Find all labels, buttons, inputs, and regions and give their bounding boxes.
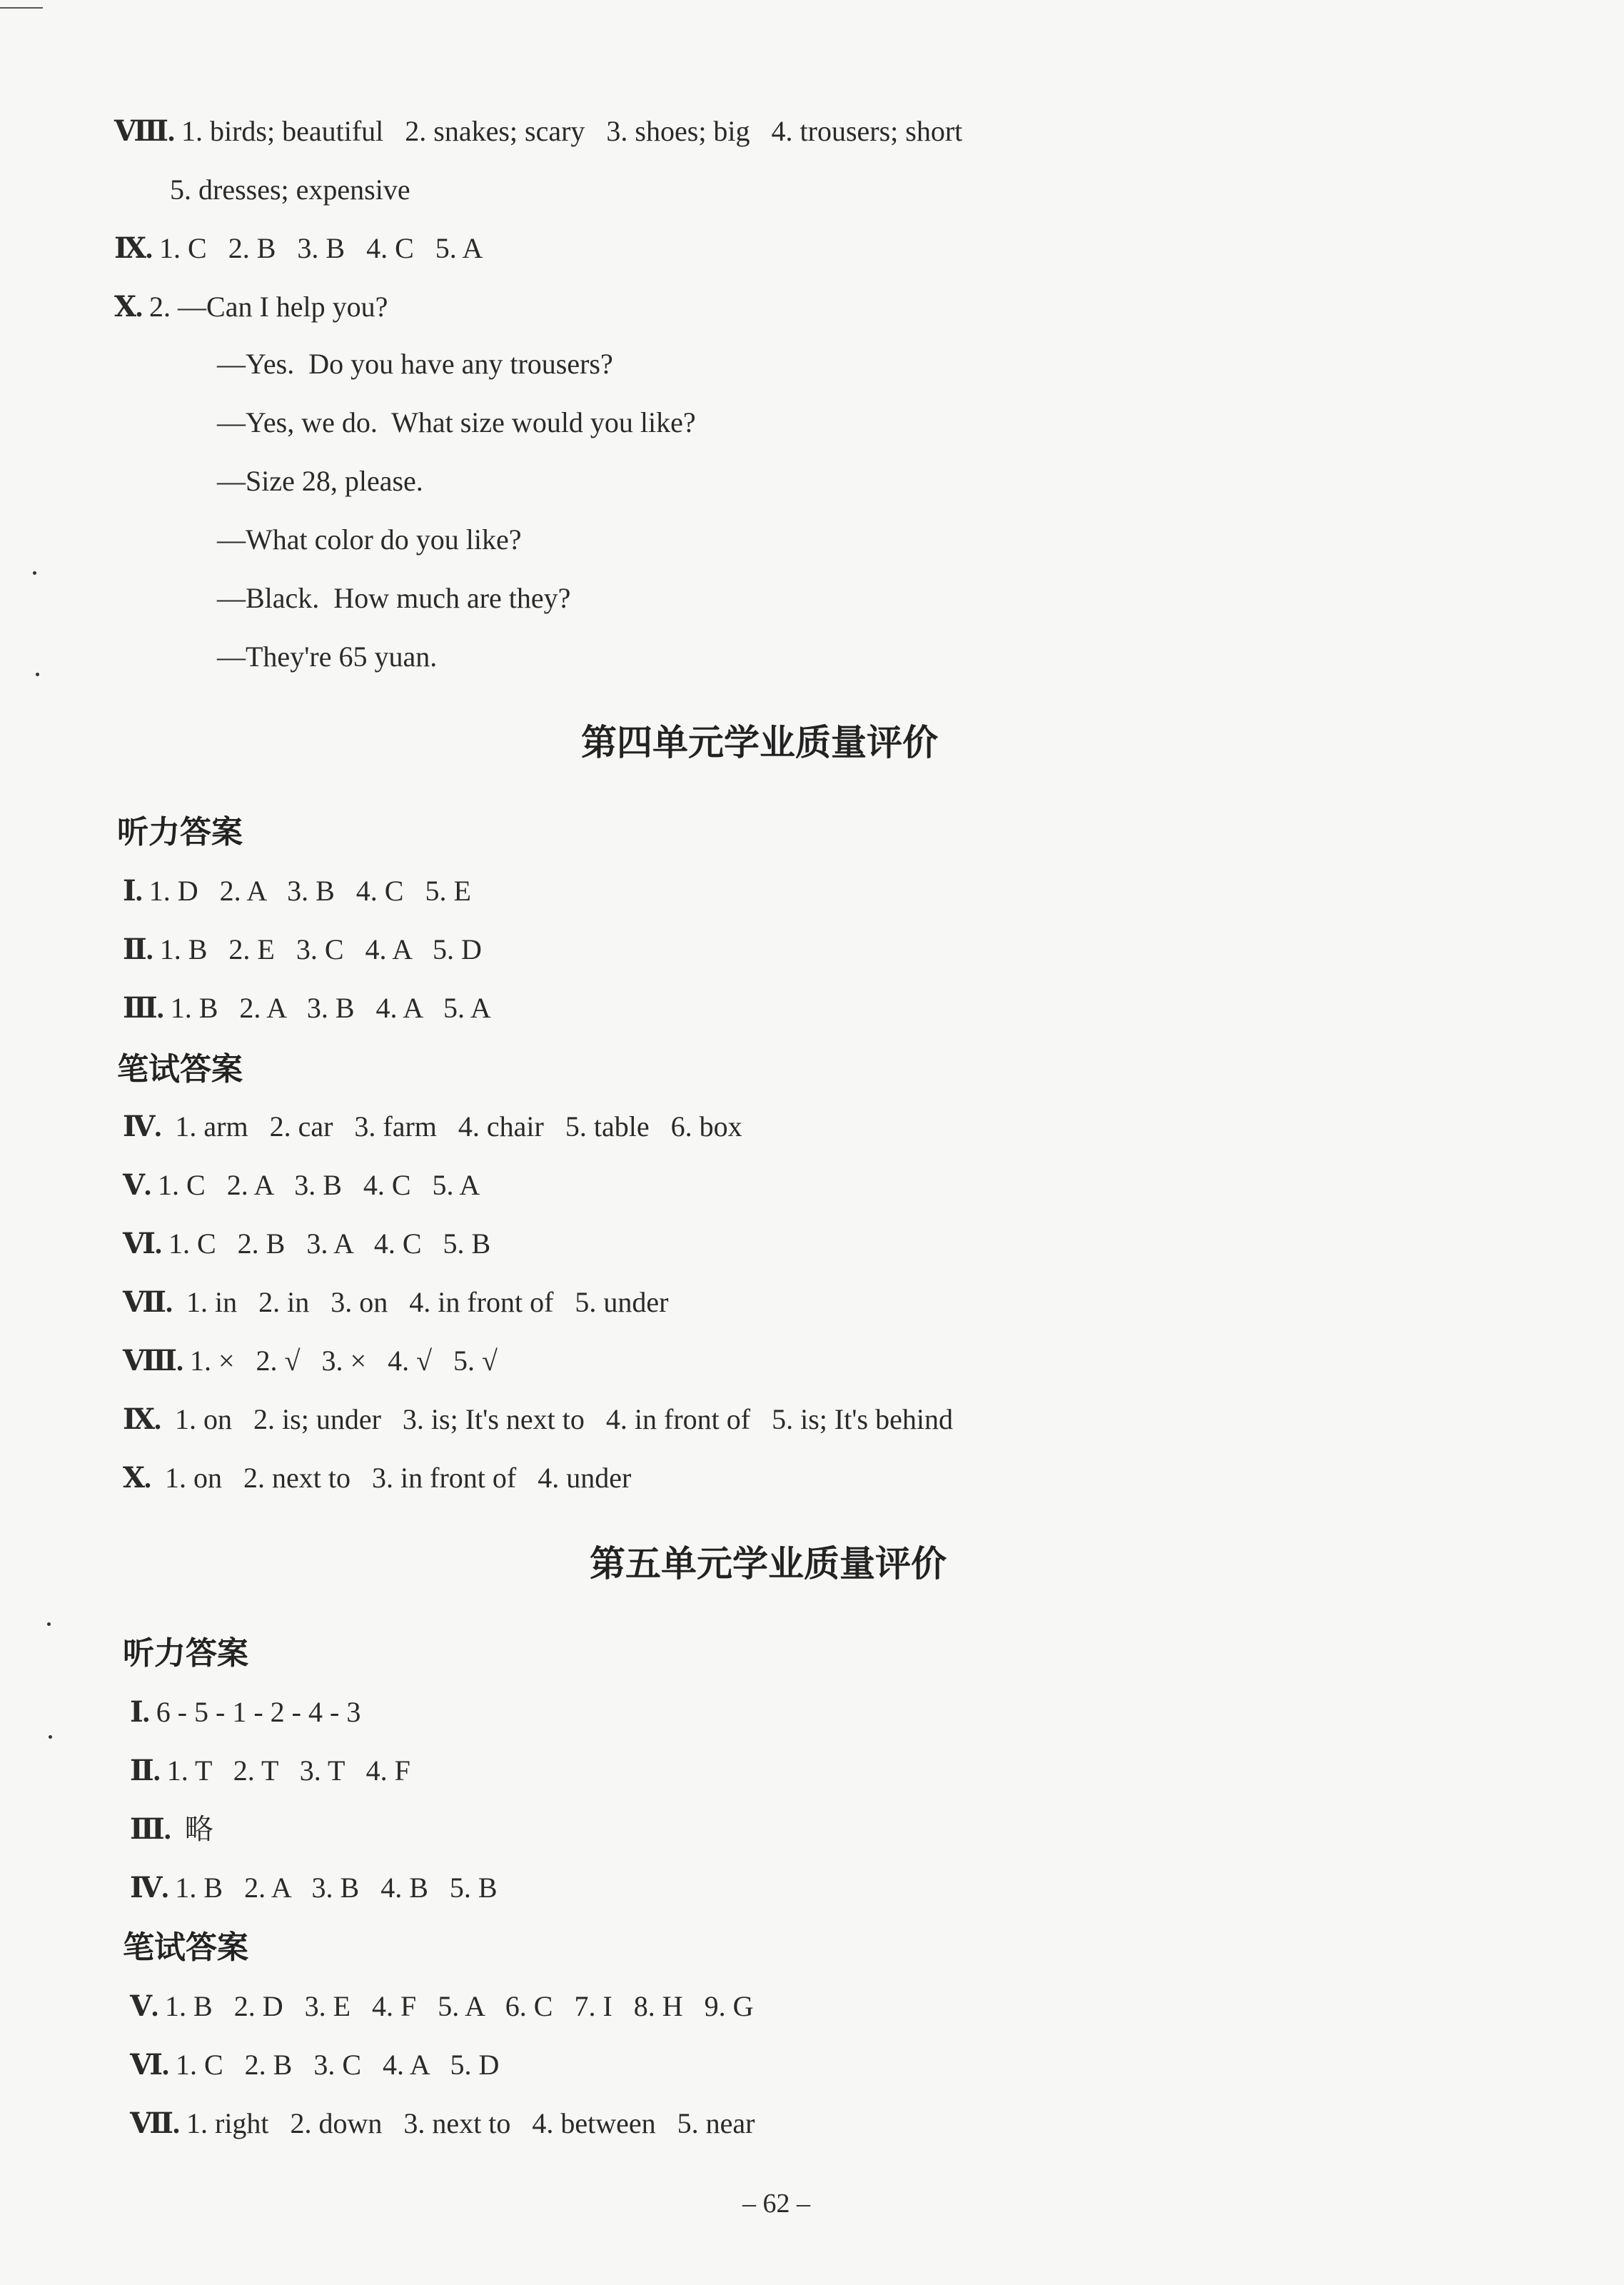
- answer-line: Ⅵ. 1. C 2. B 3. A 4. C 5. B: [123, 1227, 491, 1260]
- answer-line: Ⅷ. 1. × 2. √ 3. × 4. √ 5. √: [123, 1345, 498, 1377]
- answer-line: Ⅰ. 1. D 2. A 3. B 4. C 5. E: [123, 875, 471, 907]
- scan-speck: [49, 1735, 52, 1739]
- written-heading: 笔试答案: [117, 1051, 243, 1088]
- listening-heading: 听力答案: [123, 1635, 248, 1672]
- page-number: – 62 –: [742, 2189, 810, 2219]
- written-heading: 笔试答案: [123, 1929, 248, 1966]
- scan-edge-mark: [0, 7, 43, 9]
- answer-line: Ⅹ. 2. —Can I help you?: [114, 291, 388, 323]
- answer-line: Ⅵ. 1. C 2. B 3. C 4. A 5. D: [130, 2049, 500, 2081]
- answer-line: Ⅶ. 1. right 2. down 3. next to 4. between 5. near: [130, 2107, 755, 2139]
- answer-line: Ⅳ. 1. arm 2. car 3. farm 4. chair 5. table 6. box: [123, 1110, 742, 1142]
- answer-line: Ⅰ. 6 - 5 - 1 - 2 - 4 - 3: [130, 1696, 361, 1728]
- scan-speck: [33, 571, 36, 575]
- answer-line: Ⅲ. 略: [130, 1813, 213, 1845]
- scan-speck: [36, 673, 39, 676]
- answer-line: Ⅱ. 1. B 2. E 3. C 4. A 5. D: [123, 933, 482, 965]
- answer-line: Ⅳ. 1. B 2. A 3. B 4. B 5. B: [130, 1872, 498, 1904]
- answer-line: Ⅷ. 1. birds; beautiful 2. snakes; scary 3. shoes; big 4. trousers; short: [114, 115, 963, 147]
- dialogue-line: —What color do you like?: [217, 523, 522, 556]
- section-title: 第四单元学业质量评价: [581, 721, 938, 763]
- scan-speck: [47, 1622, 51, 1626]
- dialogue-line: —Yes. Do you have any trousers?: [217, 348, 613, 380]
- answer-line: Ⅱ. 1. T 2. T 3. T 4. F: [130, 1754, 410, 1787]
- answer-line: Ⅴ. 1. B 2. D 3. E 4. F 5. A 6. C 7. I 8. H 9. G: [130, 1990, 754, 2022]
- answer-line: Ⅹ. 1. on 2. next to 3. in front of 4. under: [123, 1462, 632, 1494]
- answer-line: Ⅸ. 1. on 2. is; under 3. is; It's next to 4. in front of 5. is; It's behind: [123, 1403, 953, 1435]
- section-title: 第五单元学业质量评价: [590, 1542, 947, 1585]
- listening-heading: 听力答案: [117, 814, 243, 850]
- answer-line: Ⅲ. 1. B 2. A 3. B 4. A 5. A: [123, 992, 491, 1024]
- dialogue-line: —Yes, we do. What size would you like?: [217, 406, 696, 438]
- dialogue-line: —Black. How much are they?: [217, 582, 571, 614]
- answer-line: Ⅴ. 1. C 2. A 3. B 4. C 5. A: [123, 1169, 480, 1201]
- answer-line: 5. dresses; expensive: [170, 174, 410, 206]
- dialogue-line: —They're 65 yuan.: [217, 641, 438, 673]
- answer-line: Ⅶ. 1. in 2. in 3. on 4. in front of 5. under: [123, 1286, 669, 1318]
- answer-line: Ⅸ. 1. C 2. B 3. B 4. C 5. A: [114, 232, 483, 264]
- dialogue-line: —Size 28, please.: [217, 465, 423, 497]
